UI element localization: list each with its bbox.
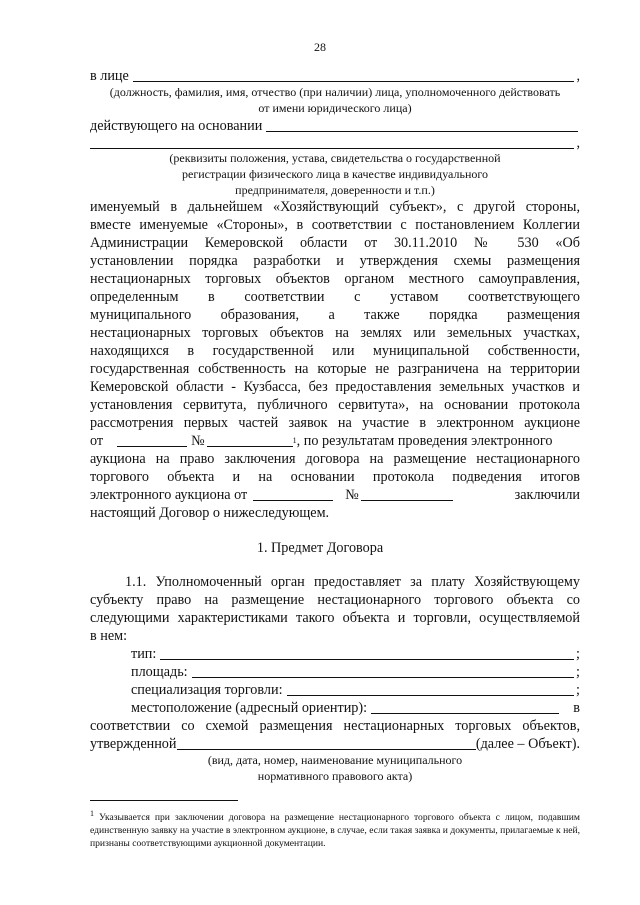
concluded-text: заключили xyxy=(514,487,580,503)
footnote-mark: 1 xyxy=(90,809,94,818)
protocol-date-line xyxy=(90,432,580,450)
clause-line: следующими характеристиками такого объекта и торговли, осуществляемой xyxy=(90,610,580,626)
caption-representative-2: от имени юридического лица) xyxy=(258,101,412,115)
approved-label: утвержденной xyxy=(90,736,177,752)
number-sign: № xyxy=(191,433,205,449)
semicolon: ; xyxy=(576,646,580,662)
page-number: 28 xyxy=(314,40,326,54)
paragraph-line: установлении порядка разработки и утверждения схемы размещения xyxy=(90,253,580,269)
clause-line: субъекту право на размещение нестационарного торгового объекта со xyxy=(90,592,580,608)
field-area xyxy=(131,663,580,681)
field-spec-blank xyxy=(287,682,575,696)
paragraph-line: аукциона на право заключения договора на размещение нестационарного xyxy=(90,451,580,467)
caption-representative-1: (должность, фамилия, имя, отчество (при наличии) лица, уполномоченного действовать xyxy=(109,85,561,99)
field-spec xyxy=(131,681,580,699)
clause-line: 1.1. Уполномоченный орган предоставляет за плату Хозяйствующему xyxy=(125,574,580,590)
field-location xyxy=(131,699,580,717)
footnote-divider xyxy=(90,800,238,801)
paragraph-line: Кемеровской области - Кузбасса, без предоставления земельных участков и xyxy=(90,379,580,395)
field-location-blank xyxy=(371,700,559,714)
paragraph-line: нестационарных торговых объектов органом местного самоуправления, xyxy=(90,271,580,287)
field-location-end: в xyxy=(573,700,580,716)
number-blank xyxy=(207,433,293,447)
caption-basis-2: регистрации физического лица в качестве индивидуального xyxy=(182,167,488,181)
from-label: от xyxy=(90,433,104,449)
clause-end-line: соответствии со схемой размещения нестационарных торговых объектов, xyxy=(90,718,580,734)
paragraph-line: Администрации Кемеровской области от 30.11.2010 № 530 «Об xyxy=(90,235,580,251)
basis-label: действующего на основании xyxy=(90,118,263,134)
auction-label: электронного аукциона от xyxy=(90,487,248,503)
comma: , xyxy=(576,135,580,151)
footnote-ref: 1 xyxy=(292,436,297,445)
basis-line xyxy=(90,117,580,135)
representative-blank xyxy=(133,68,575,82)
field-type xyxy=(131,645,580,663)
caption-act-2: нормативного правового акта) xyxy=(257,769,413,783)
approved-line xyxy=(90,735,580,753)
representative-label: в лице xyxy=(90,68,129,84)
approved-blank xyxy=(177,736,476,750)
paragraph-line: установления сервитута, публичного сервитута», на основании протокола xyxy=(90,397,580,413)
field-spec-label: специализация торговли: xyxy=(131,682,283,698)
paragraph-line: вместе именуемые «Стороны», в соответствии с постановлением Коллегии xyxy=(90,217,580,233)
clause-line: в нем: xyxy=(90,628,128,644)
number-sign: № xyxy=(345,487,359,503)
section-title: 1. Предмет Договора xyxy=(256,540,384,556)
semicolon: ; xyxy=(576,664,580,680)
results-text: , по результатам проведения электронного xyxy=(296,433,553,449)
paragraph-line: определенным в соответствии с уставом соответствующего xyxy=(90,289,580,305)
paragraph-line: торгового объекта и на основании протокола подведения итогов xyxy=(90,469,580,485)
approved-end: (далее – Объект). xyxy=(475,736,580,752)
footnote-text: Указывается при заключении договора на размещение нестационарного торгового объекта с лицом, подавшим единственную заявку на участие в электронном аукционе, в случае, если такая заявка и документы, прилагаемые к ней, признаны соответствующими аукционной документации. xyxy=(90,812,580,850)
caption-act-1: (вид, дата, номер, наименование муниципального xyxy=(207,753,463,767)
field-location-label: местоположение (адресный ориентир): xyxy=(131,700,368,716)
date-blank xyxy=(117,433,187,447)
basis-blank xyxy=(266,118,578,132)
comma: , xyxy=(576,68,580,84)
paragraph-end: настоящий Договор о нижеследующем. xyxy=(90,505,330,521)
field-type-label: тип: xyxy=(131,646,157,662)
auction-date-blank xyxy=(253,487,333,501)
field-type-blank xyxy=(160,646,574,660)
paragraph-line: именуемый в дальнейшем «Хозяйствующий субъект», с другой стороны, xyxy=(90,199,580,215)
semicolon: ; xyxy=(576,682,580,698)
paragraph-line: рассмотрения первых частей заявок на участие в электронном аукционе xyxy=(90,415,580,431)
auction-date-line xyxy=(90,486,580,504)
basis-blank-2 xyxy=(90,135,574,149)
field-area-blank xyxy=(192,664,574,678)
paragraph-line: муниципального образования, а также порядка размещения xyxy=(90,307,580,323)
caption-basis-3: предпринимателя, доверенности и т.п.) xyxy=(235,183,435,197)
footnote xyxy=(90,807,580,850)
paragraph-line: нестационарных торговых объектов на землях или земельных участках, xyxy=(90,325,580,341)
field-area-label: площадь: xyxy=(131,664,188,680)
paragraph-line: государственная собственность на которые не разграничена на территории xyxy=(90,361,580,377)
paragraph-line: находящихся в государственной или муниципальной собственности, xyxy=(90,343,580,359)
caption-basis-1: (реквизиты положения, устава, свидетельства о государственной xyxy=(169,151,501,165)
auction-number-blank xyxy=(361,487,453,501)
representative-line xyxy=(90,67,580,85)
